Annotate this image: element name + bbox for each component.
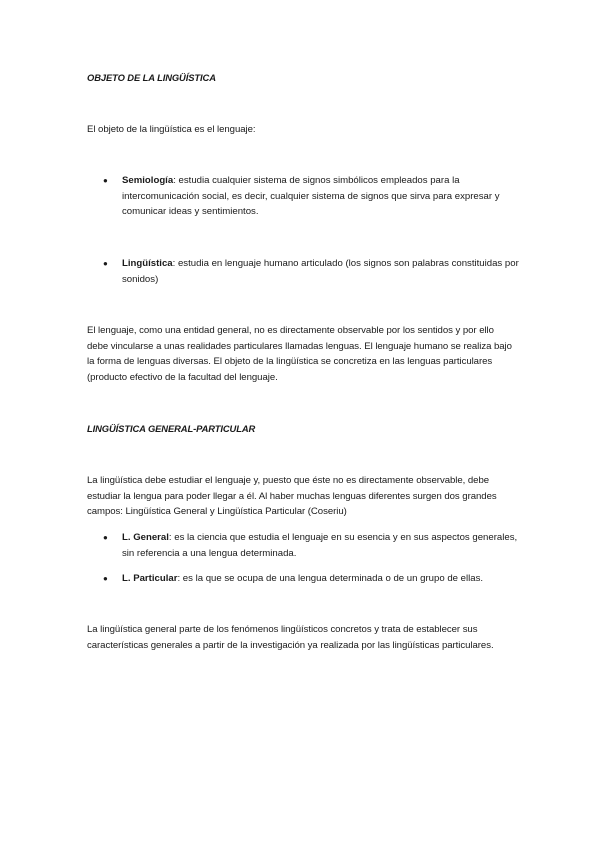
list-item-description: : estudia en lenguaje humano articulado (los signos son palabras constituidas por sonidos) (122, 258, 519, 285)
list-item-text (122, 173, 522, 220)
list-item-text (122, 530, 522, 561)
list-item-term: L. General (122, 532, 169, 543)
list-item-description: : es la que se ocupa de una lengua determinada o de un grupo de ellas. (177, 573, 484, 584)
bullet-icon: ● (103, 574, 108, 583)
bullet-icon: ● (103, 176, 108, 185)
list-item-term: L. Particular (122, 573, 178, 584)
list-item-text (122, 571, 522, 587)
section-heading-general-particular: LINGÜÍSTICA GENERAL-PARTICULAR (87, 423, 256, 434)
intro-paragraph: El objeto de la lingüística es el lenguaje: (87, 124, 256, 135)
bullet-icon: ● (103, 533, 108, 542)
list-item-description: : estudia cualquier sistema de signos simbólicos empleados para la intercomunicación social, es decir, cualquier sistema de signos que sirva para expresar y comunicar ideas y sentimientos. (122, 175, 500, 218)
bullet-icon: ● (103, 259, 108, 268)
paragraph-lenguaje: El lenguaje, como una entidad general, no es directamente observable por los sentidos y por ello debe vincularse a unas realidades particulares llamadas lenguas. El lenguaje humano se realiza bajo la forma de lenguas diversas. El objeto de la lingüística se concretiza en las lenguas particulares (producto efectivo de la facultad del lenguaje. (87, 325, 512, 384)
list-item-term: Lingüística (122, 258, 173, 269)
paragraph-linguistica-estudio: La lingüística debe estudiar el lenguaje y, puesto que éste no es directamente observable, debe estudiar la lengua para poder llegar a él. Al haber muchas lenguas diferentes surgen dos grandes campos: Lingüística General y Lingüística Particular (Coseriu) (87, 475, 497, 518)
paragraph-linguistica-general: La lingüística general parte de los fenómenos lingüísticos concretos y trata de establecer sus características generales a partir de la investigación ya realizada por las lingüísticas particulares. (87, 624, 494, 651)
section-heading-objeto: OBJETO DE LA LINGÜÍSTICA (87, 72, 216, 83)
list-item-text (122, 256, 522, 287)
list-item-term: Semiología (122, 175, 174, 186)
list-item-description: : es la ciencia que estudia el lenguaje en su esencia y en sus aspectos generales, sin referencia a una lengua determinada. (122, 532, 518, 559)
